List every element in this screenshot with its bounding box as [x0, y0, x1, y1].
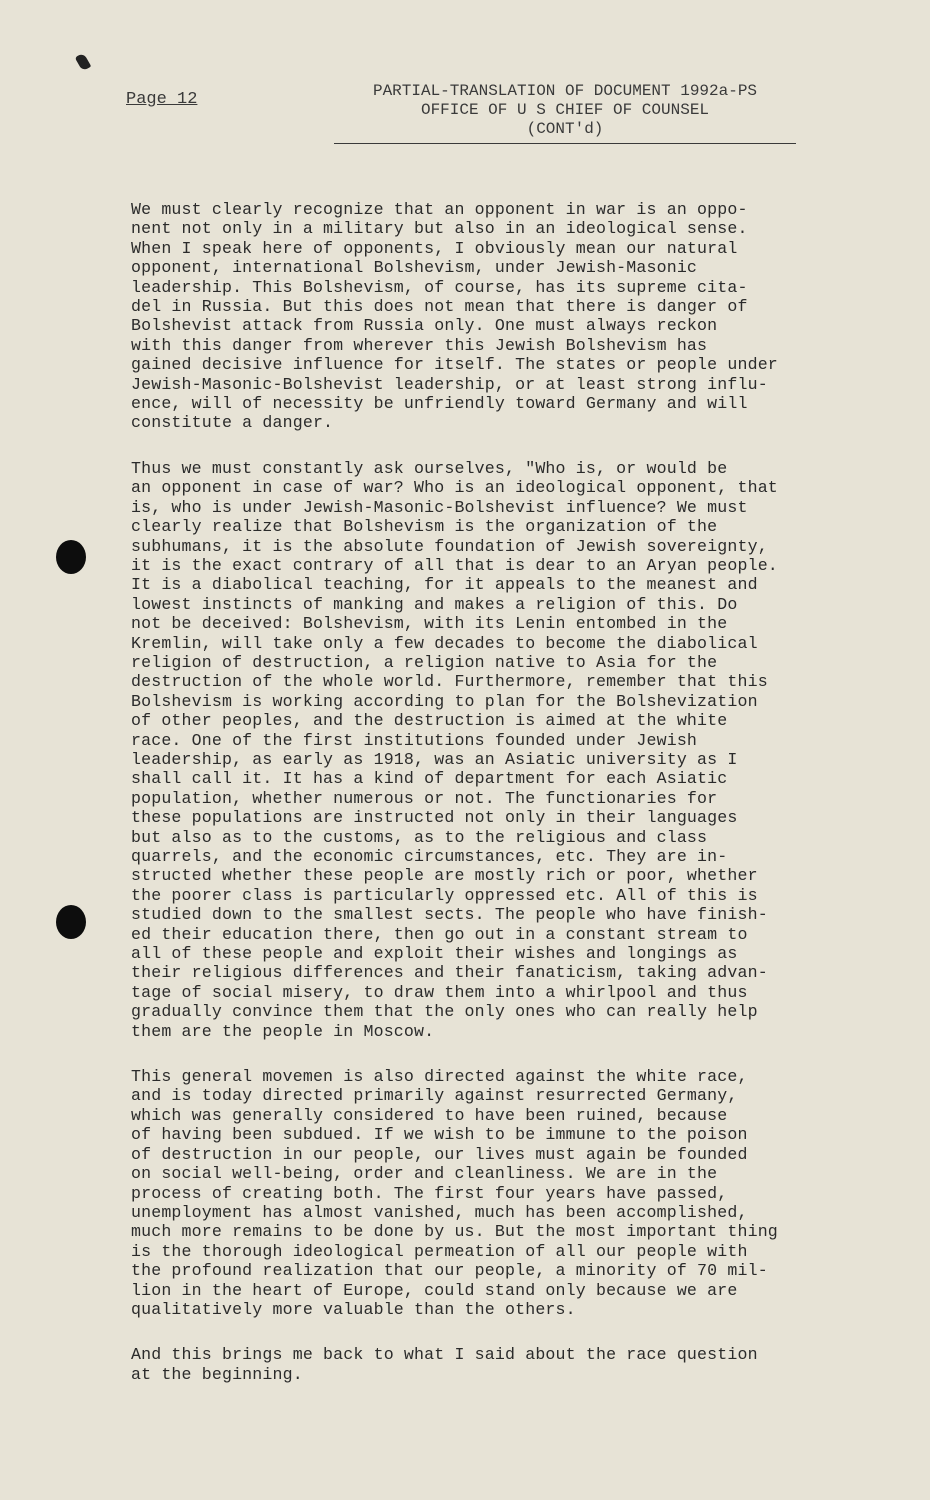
punch-hole	[56, 905, 86, 939]
paragraph-4: And this brings me back to what I said about the race question at the beginning.	[131, 1345, 758, 1384]
header-title: PARTIAL-TRANSLATION OF DOCUMENT 1992a-PS	[372, 82, 758, 100]
document-body	[131, 200, 871, 1410]
paragraph-2: Thus we must constantly ask ourselves, "Who is, or would be an opponent in case of war? Who is an ideological opponent, that is, who is under Jewish-Masonic-Bolshevist influence? We must clearly realize that Bolshevism is the organization of the subhumans, it is the absolute foundation of Jewish sovereignty, it is the exact contrary of all that is dear to an Aryan people. It is a diabolical teaching, for it appeals to the meanest and lowest instincts of manking and makes a religion of this. Do not be deceived: Bolshevism, with its Lenin entombed in the Kremlin, will take only a few decades to become the diabolical religion of destruction, a religion native to Asia for the destruction of the whole world. Furthermore, remember that this Bolshevism is working according to plan for the Bolshevization of other peoples, and the destruction is aimed at the white race. One of the first institutions founded under Jewish leadership, as early as 1918, was an Asiatic university as I shall call it. It has a kind of department for each Asiatic population, whether numerous or not. The functionaries for these populations are instructed not only in their languages but also as to the customs, as to the religious and class quarrels, and the economic circumstances, etc. They are in- structed whether these people are mostly rich or poor, whether the poorer class is particularly oppressed etc. All of this is studied down to the smallest sects. The people who have finish- ed their education there, then go out in a constant stream to all of these people and exploit their wishes and longings as their religious differences and their fanaticism, taking advan- tage of social misery, to draw them into a whirlpool and thus gradually convince them that the only ones who can really help them are the people in Moscow.	[131, 458, 778, 1041]
header-continued: (CONT'd)	[526, 120, 604, 138]
ink-smudge	[75, 53, 92, 72]
paragraph-3: This general movemen is also directed against the white race, and is today directed primarily against resurrected Germany, which was generally considered to have been ruined, because of having been subdued. If we wish to be immune to the poison of destruction in our people, our lives must again be founded on social well-being, order and cleanliness. We are in the process of creating both. The first four years have passed, unemployment has almost vanished, much has been accomplished, much more remains to be done by us. But the most important thing is the thorough ideological permeation of all our people with the profound realization that our people, a minority of 70 mil- lion in the heart of Europe, could stand only because we are qualitatively more valuable than the others.	[131, 1067, 778, 1319]
header-office: OFFICE OF U S CHIEF OF COUNSEL	[420, 101, 710, 119]
paragraph-1: We must clearly recognize that an opponent in war is an oppo- nent not only in a military but also in an ideological sense. When I speak here of opponents, I obviously mean our natural opponent, international Bolshevism, under Jewish-Masonic leadership. This Bolshevism, of course, has its supreme cita- del in Russia. But this does not mean that there is danger of Bolshevist attack from Russia only. One must always reckon with this danger from wherever this Jewish Bolshevism has gained decisive influence for itself. The states or people under Jewish-Masonic-Bolshevist leadership, or at least strong influ- ence, will of necessity be unfriendly toward Germany and will constitute a danger.	[131, 200, 778, 433]
page-number: Page 12	[126, 90, 198, 109]
punch-hole	[56, 540, 86, 574]
header-rule	[334, 143, 796, 144]
document-header	[330, 82, 800, 144]
